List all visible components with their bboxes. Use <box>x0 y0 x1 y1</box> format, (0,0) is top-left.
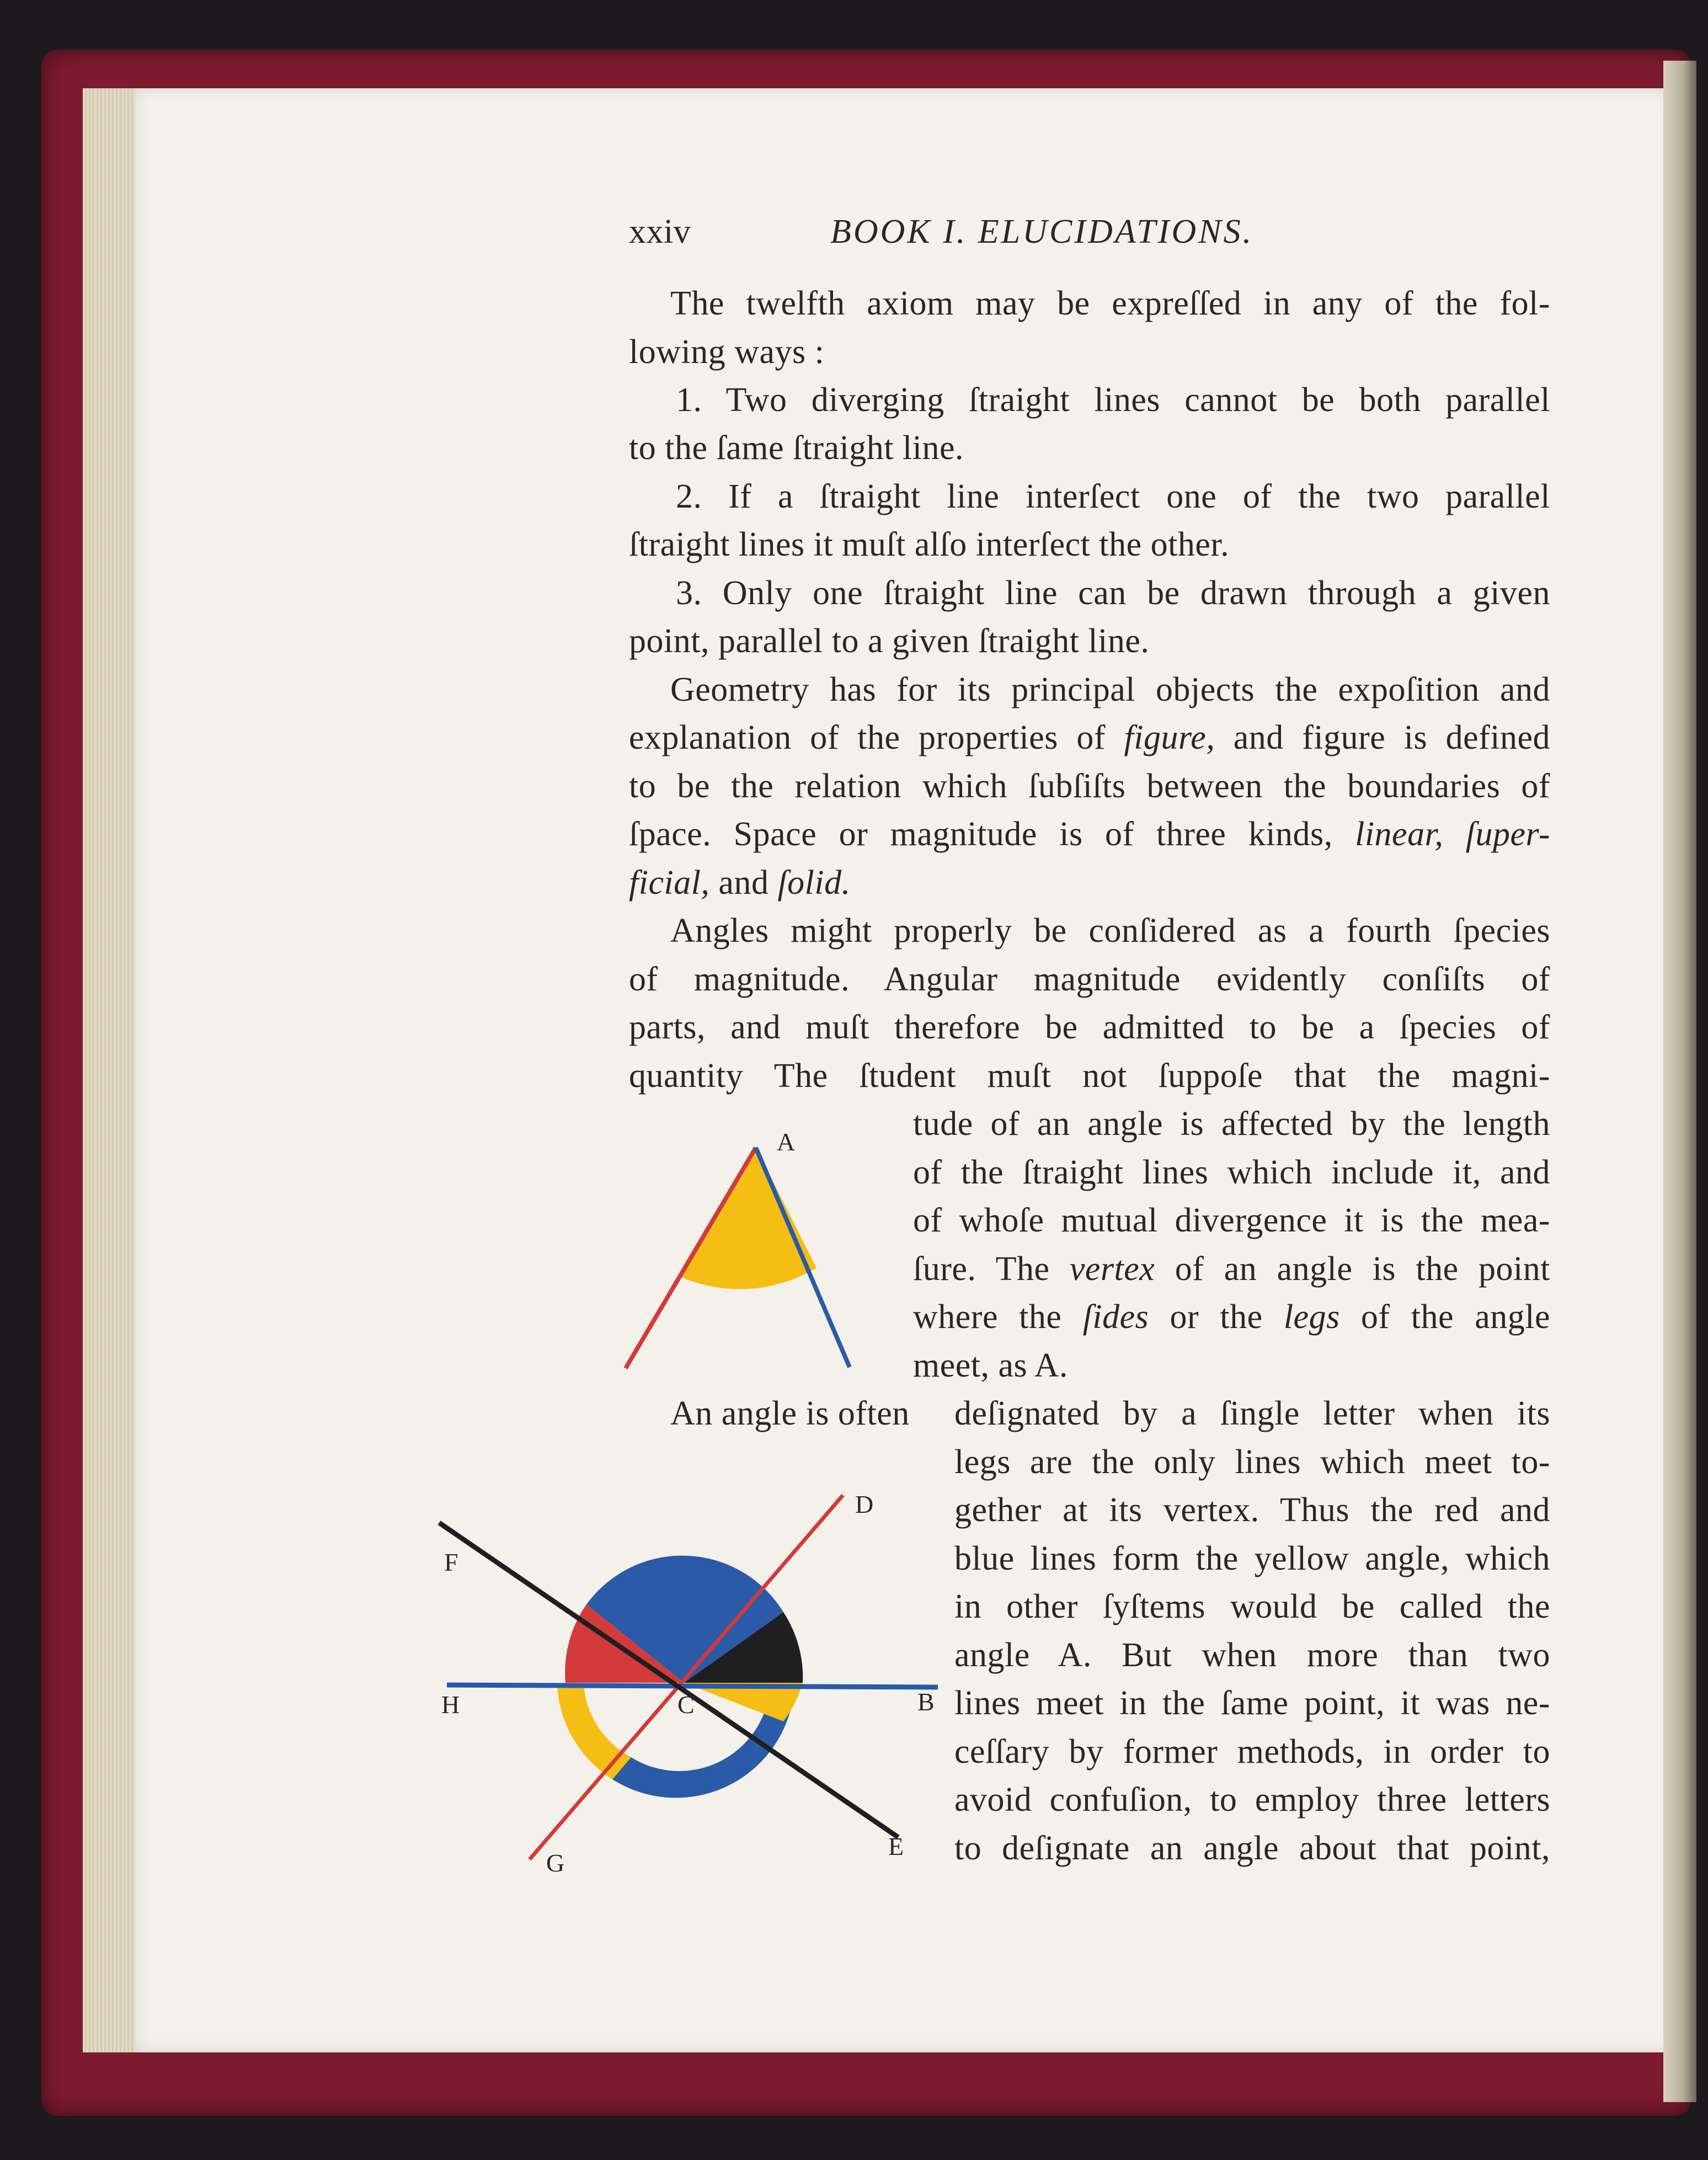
label-b: B <box>917 1688 935 1716</box>
label-e: E <box>888 1832 904 1860</box>
text-line: angle A. But when more than two <box>954 1636 1550 1674</box>
text-segment: of an angle is the point <box>1155 1250 1550 1288</box>
label-d: D <box>855 1490 874 1518</box>
italic-term: ſuper- <box>1465 815 1551 853</box>
text-line: The twelfth axiom may be expreſſed in any of the fol- <box>670 285 1550 322</box>
page-edges <box>83 88 135 2052</box>
text-line: lowing ways : <box>629 333 825 371</box>
text-line: ſtraight lines it muſt alſo interſect the other. <box>629 526 1230 563</box>
text-line: avoid confuſion, to employ three letters <box>954 1781 1550 1818</box>
text-segment: and figure is defined <box>1215 719 1550 756</box>
text-line: of magnitude. Angular magnitude evidently conſiſts of <box>629 961 1550 998</box>
label-h: H <box>441 1690 460 1719</box>
yellow-ring-sector-left <box>557 1686 631 1779</box>
page-number: xxiv <box>629 213 691 250</box>
text-segment: or the <box>1149 1298 1284 1336</box>
italic-term: linear, <box>1355 815 1444 853</box>
text-line: 2. If a ſtraight line interſect one of the two parallel <box>676 478 1550 515</box>
angle-figure <box>607 1131 894 1385</box>
text-line-mixed <box>629 863 851 903</box>
text-line: point, parallel to a given ſtraight line. <box>629 622 1150 660</box>
running-title: BOOK I. ELUCIDATIONS. <box>830 213 1254 250</box>
text-line: Geometry has for its principal objects the expoſition and <box>670 671 1550 708</box>
text-line: of the ſtraight lines which include it, and <box>913 1154 1550 1191</box>
text-segment: where the <box>913 1298 1083 1336</box>
text-line-mixed <box>629 815 1550 854</box>
text-line: tude of an angle is affected by the length <box>913 1105 1550 1143</box>
italic-term: legs <box>1283 1298 1340 1336</box>
text-line: blue lines form the yellow angle, which <box>954 1540 1550 1577</box>
italic-term: ſolid. <box>777 864 851 902</box>
text-line: to the ſame ſtraight line. <box>629 429 964 467</box>
label-a: A <box>777 1128 796 1156</box>
text-line: in other ſyſtems would be called the <box>954 1588 1550 1625</box>
text-line: Angles might properly be conſidered as a fourth ſpecies <box>670 912 1550 950</box>
text-line: ceſſary by former methods, in order to <box>954 1733 1550 1770</box>
text-line: quantity The ſtudent muſt not ſuppoſe that the magni- <box>629 1057 1550 1095</box>
text-segment: ſure. The <box>913 1250 1070 1288</box>
text-line: to be the relation which ſubſiſts between the boundaries of <box>629 767 1550 805</box>
text-line: deſignated by a ſingle letter when its <box>954 1395 1550 1432</box>
text-line: gether at its vertex. Thus the red and <box>954 1491 1550 1529</box>
text-line: meet, as A. <box>913 1347 1068 1384</box>
text-line: legs are the only lines which meet to- <box>954 1443 1550 1481</box>
text-line: 1. Two diverging ſtraight lines cannot be both parallel <box>676 381 1550 419</box>
italic-term: ſides <box>1082 1298 1149 1336</box>
text-line: to deſignate an angle about that point, <box>954 1830 1550 1867</box>
text-line-mixed <box>913 1298 1550 1337</box>
label-c: C <box>677 1690 695 1719</box>
text-segment: ſpace. Space or magnitude is of three kinds, <box>629 815 1355 853</box>
text-segment: explanation of the properties of <box>629 719 1124 756</box>
italic-term: ficial, <box>629 864 710 902</box>
yellow-angle-sector <box>680 1148 816 1289</box>
text-line: parts, and muſt therefore be admitted to be a ſpecies of <box>629 1009 1550 1046</box>
blue-line-hb <box>447 1685 938 1687</box>
facing-page-edge <box>1663 61 1696 2102</box>
circle-figure <box>430 1479 960 1865</box>
text-line-mixed <box>913 1250 1550 1289</box>
italic-term: vertex <box>1069 1250 1155 1288</box>
text-line-mixed <box>629 718 1550 758</box>
text-segment: of the angle <box>1339 1298 1551 1336</box>
text-segment: and <box>709 864 778 902</box>
text-line: An angle is often <box>670 1395 910 1432</box>
italic-term: figure, <box>1124 719 1215 756</box>
text-line: of whoſe mutual divergence it is the mea- <box>913 1202 1550 1239</box>
label-g: G <box>546 1849 565 1877</box>
label-f: F <box>444 1548 458 1576</box>
text-line: 3. Only one ſtraight line can be drawn through a given <box>676 574 1550 612</box>
text-line: lines meet in the ſame point, it was ne- <box>954 1684 1550 1722</box>
